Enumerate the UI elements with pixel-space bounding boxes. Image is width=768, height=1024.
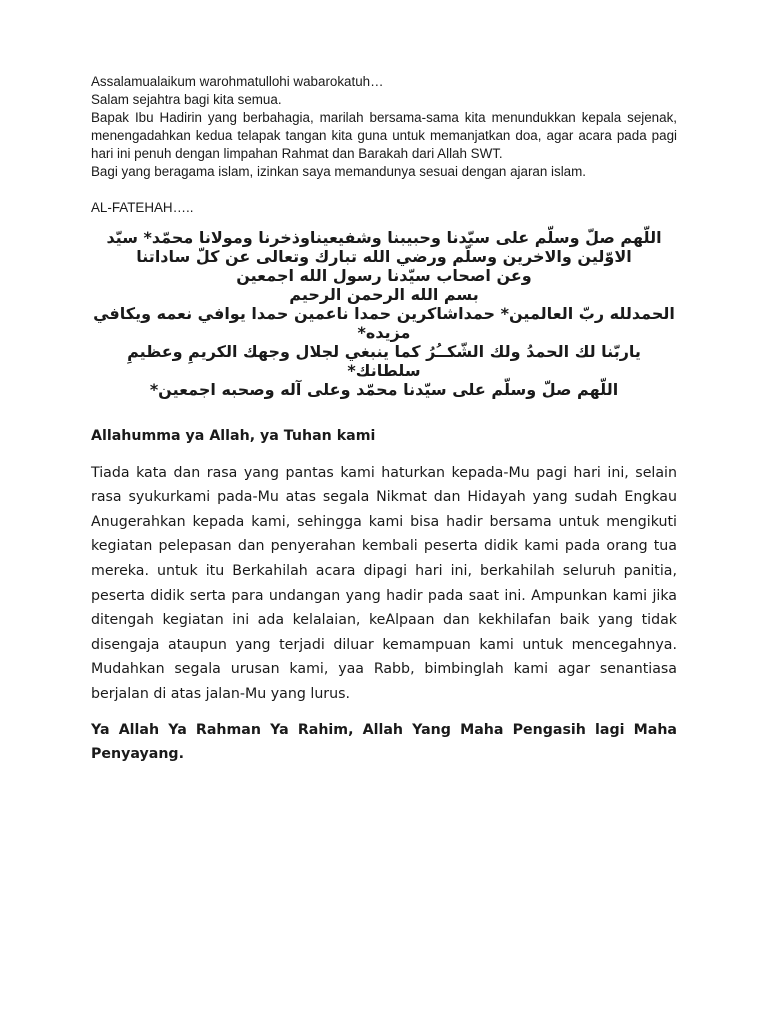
salutation-line: Salam sejahtra bagi kita semua. — [91, 92, 282, 107]
intro-section — [91, 73, 677, 217]
prayer-body — [91, 424, 677, 767]
arabic-prayer-line: الحمدلله ربّ العالمين* حمداشاكرين حمدا ناعمين حمدا يوافي نعمه ويكافي مزيده* — [93, 304, 675, 342]
document-page — [91, 73, 677, 767]
arabic-prayer-line: بسم الله الرحمن الرحيم — [289, 285, 479, 304]
prayer-paragraph: Tiada kata dan rasa yang pantas kami haturkan kepada-Mu pagi hari ini, selain rasa syukurkami pada-Mu atas segala Nikmat dan Hidayah yang sudah Engkau Anugerahkan kepada kami, sehingga kami bisa hadir bersama untuk mengikuti kegiatan pelepasan dan penyerahan kembali peserta didik kami pada orang tua mereka. untuk itu Berkahilah acara dipagi hari ini, berkahilah seluruh panitia, peserta didik serta para undangan yang hadir pada saat ini. Ampunkan kami jika ditengah kegiatan ini ada kelalaian, keAlpaan dan kekhilafan baik yang tidak disengaja ataupun yang terjadi diluar kemampuan kami untuk mencegahnya. Mudahkan segala urusan kami, yaa Rabb, bimbinglah kami agar senantiasa berjalan di atas jalan-Mu yang lurus. — [91, 464, 677, 702]
invitation-paragraph: Bapak Ibu Hadirin yang berbahagia, marilah bersama-sama kita menundukkan kepala sejenak, menengadahkan kedua telapak tangan kita guna untuk memanjatkan doa, agar acara pada pagi hari ini penuh dengan limpahan Rahmat dan Barakah dari Allah SWT. — [91, 110, 677, 161]
arabic-prayer-line: وعن اصحاب سيّدنا رسول الله اجمعين — [236, 266, 532, 285]
closing-heading: Ya Allah Ya Rahman Ya Rahim, Allah Yang Maha Pengasih lagi Maha Penyayang. — [91, 721, 677, 763]
arabic-prayer-line: ياربّنا لك الحمدُ ولك الشّكــُرُ كما ينبغي لجلال وجهك الكريمِ وعظيمِ سلطانك* — [127, 342, 641, 380]
fatehah-line: AL-FATEHAH….. — [91, 200, 194, 215]
arabic-prayer — [91, 228, 677, 399]
blank-line — [91, 181, 677, 199]
prayer-heading: Allahumma ya Allah, ya Tuhan kami — [91, 428, 376, 444]
arabic-prayer-line: اللّهم صلّ وسلّم على سيّدنا محمّد وعلى آله وصحبه اجمعين* — [149, 380, 619, 399]
instruction-paragraph: Bagi yang beragama islam, izinkan saya memandunya sesuai dengan ajaran islam. — [91, 164, 586, 179]
greeting-line: Assalamualaikum warohmatullohi wabarokatuh… — [91, 74, 384, 89]
arabic-prayer-line: اللّهم صلّ وسلّم على سيّدنا وحبيبنا وشفيعيناوذخرنا ومولانا محمّد* سيّد الاوّلين والاخرين وسلّم ورضي الله تبارك وتعالى عن كلّ ساداتنا — [106, 228, 662, 266]
